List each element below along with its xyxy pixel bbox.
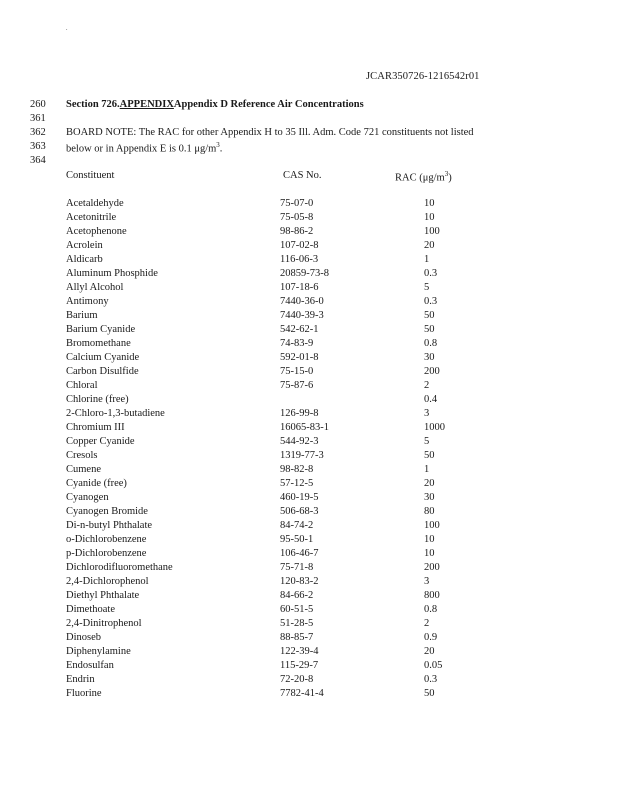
table-row: [0, 505, 619, 519]
line-number: 362: [30, 127, 46, 138]
rac-value-cell: 100: [424, 520, 440, 531]
table-row: [0, 435, 619, 449]
table-row: [0, 645, 619, 659]
constituent-cell: Carbon Disulfide: [66, 366, 139, 377]
cas-number-cell: 120-83-2: [280, 576, 319, 587]
cas-number-cell: 51-28-5: [280, 618, 314, 629]
table-row: [0, 421, 619, 435]
rac-value-cell: 50: [424, 688, 435, 699]
line-number: 364: [30, 155, 46, 166]
cas-number-cell: 95-50-1: [280, 534, 314, 545]
constituent-cell: Endosulfan: [66, 660, 114, 671]
cas-number-cell: 7782-41-4: [280, 688, 324, 699]
rac-value-cell: 5: [424, 436, 430, 447]
constituent-cell: Barium: [66, 310, 98, 321]
constituent-cell: Cyanide (free): [66, 478, 127, 489]
table-row: [0, 309, 619, 323]
constituent-cell: Copper Cyanide: [66, 436, 135, 447]
table-row: [0, 533, 619, 547]
constituent-cell: Bromomethane: [66, 338, 131, 349]
rac-value-cell: 1: [424, 464, 430, 475]
constituent-cell: Di-n-butyl Phthalate: [66, 520, 153, 531]
cas-number-cell: 115-29-7: [280, 660, 319, 671]
cas-number-cell: 116-06-3: [280, 254, 319, 265]
header-rac-superscript: 3: [444, 170, 449, 178]
cas-number-cell: 107-02-8: [280, 240, 319, 251]
cas-number-cell: 88-85-7: [280, 632, 314, 643]
table-row: [0, 225, 619, 239]
constituent-cell: Endrin: [66, 674, 95, 685]
rac-value-cell: 10: [424, 198, 435, 209]
table-row: [0, 407, 619, 421]
table-row: [0, 659, 619, 673]
table-row: [0, 267, 619, 281]
board-note-superscript: 3: [216, 141, 220, 149]
constituent-cell: Fluorine: [66, 688, 102, 699]
rac-value-cell: 800: [424, 590, 440, 601]
rac-value-cell: 0.8: [424, 338, 438, 349]
constituent-cell: Chlorine (free): [66, 394, 129, 405]
section-prefix: Section 726.: [66, 99, 120, 110]
table-row: [0, 491, 619, 505]
rac-value-cell: 10: [424, 548, 435, 559]
table-row: [0, 547, 619, 561]
cas-number-cell: 84-74-2: [280, 520, 314, 531]
rac-value-cell: 50: [424, 324, 435, 335]
cas-number-cell: 74-83-9: [280, 338, 314, 349]
cas-number-cell: 98-86-2: [280, 226, 314, 237]
cas-number-cell: 7440-36-0: [280, 296, 324, 307]
cas-number-cell: 75-87-6: [280, 380, 314, 391]
constituent-cell: Acrolein: [66, 240, 103, 251]
constituent-cell: Dinoseb: [66, 632, 101, 643]
board-note-end: .: [219, 143, 223, 155]
constituent-cell: Cumene: [66, 464, 101, 475]
table-row: [0, 463, 619, 477]
constituent-cell: Chloral: [66, 380, 98, 391]
line-number: 363: [30, 141, 46, 152]
cas-number-cell: 122-39-4: [280, 646, 319, 657]
rac-value-cell: 10: [424, 212, 435, 223]
rac-value-cell: 0.9: [424, 632, 438, 643]
board-note-text: below or in Appendix E is 0.1 μg/m: [66, 143, 217, 155]
rac-value-cell: 30: [424, 352, 435, 363]
constituent-cell: Diphenylamine: [66, 646, 131, 657]
rac-value-cell: 10: [424, 534, 435, 545]
table-row: [0, 631, 619, 645]
rac-value-cell: 200: [424, 366, 440, 377]
constituent-cell: Diethyl Phthalate: [66, 590, 140, 601]
constituent-cell: o-Dichlorobenzene: [66, 534, 147, 545]
header-rac-label: RAC (μg/m: [395, 172, 445, 184]
cas-number-cell: 1319-77-3: [280, 450, 324, 461]
cas-number-cell: 98-82-8: [280, 464, 314, 475]
rac-value-cell: 0.3: [424, 296, 438, 307]
rac-value-cell: 3: [424, 576, 430, 587]
table-row: [0, 365, 619, 379]
table-row: [0, 519, 619, 533]
section-heading: [66, 99, 364, 110]
constituent-cell: Dichlorodifluoromethane: [66, 562, 173, 573]
cas-number-cell: 107-18-6: [280, 282, 319, 293]
cas-number-cell: 84-66-2: [280, 590, 314, 601]
rac-value-cell: 80: [424, 506, 435, 517]
board-note-line-1: BOARD NOTE: The RAC for other Appendix H to 35 Ill. Adm. Code 721 constituents not listed: [66, 127, 474, 138]
cas-number-cell: 544-92-3: [280, 436, 319, 447]
constituent-cell: Antimony: [66, 296, 109, 307]
rac-value-cell: 20: [424, 646, 435, 657]
header-rac: [395, 170, 452, 184]
cas-number-cell: 542-62-1: [280, 324, 319, 335]
cas-number-cell: 7440-39-3: [280, 310, 324, 321]
rac-value-cell: 3: [424, 408, 430, 419]
cas-number-cell: 460-19-5: [280, 492, 319, 503]
cas-number-cell: 592-01-8: [280, 352, 319, 363]
table-row: [0, 197, 619, 211]
cas-number-cell: 75-07-0: [280, 198, 314, 209]
rac-value-cell: 20: [424, 478, 435, 489]
board-note-line-2: [66, 141, 222, 155]
cas-number-cell: 60-51-5: [280, 604, 314, 615]
table-row: [0, 393, 619, 407]
table-row: [0, 477, 619, 491]
table-row: [0, 589, 619, 603]
constituent-cell: Acetophenone: [66, 226, 127, 237]
rac-value-cell: 1: [424, 254, 430, 265]
rac-value-cell: 20: [424, 240, 435, 251]
constituent-cell: Allyl Alcohol: [66, 282, 124, 293]
table-row: [0, 253, 619, 267]
cas-number-cell: 57-12-5: [280, 478, 314, 489]
line-number: 260: [30, 99, 46, 110]
cas-number-cell: 126-99-8: [280, 408, 319, 419]
rac-value-cell: 0.05: [424, 660, 443, 671]
table-row: [0, 617, 619, 631]
header-rac-end: ): [448, 172, 452, 184]
table-row: [0, 351, 619, 365]
rac-value-cell: 0.3: [424, 674, 438, 685]
line-number: 361: [30, 113, 46, 124]
rac-value-cell: 2: [424, 618, 430, 629]
cas-number-cell: 75-71-8: [280, 562, 314, 573]
table-row: [0, 379, 619, 393]
rac-value-cell: 0.8: [424, 604, 438, 615]
table-row: [0, 575, 619, 589]
cas-number-cell: 75-05-8: [280, 212, 314, 223]
section-struck-label: APPENDIX: [119, 99, 174, 110]
constituent-cell: Cyanogen: [66, 492, 109, 503]
constituent-cell: Barium Cyanide: [66, 324, 136, 335]
header-constituent: Constituent: [66, 170, 115, 181]
constituent-cell: p-Dichlorobenzene: [66, 548, 147, 559]
constituent-cell: Aldicarb: [66, 254, 103, 265]
rac-value-cell: 50: [424, 450, 435, 461]
constituent-cell: Acetonitrile: [66, 212, 117, 223]
rac-value-cell: 100: [424, 226, 440, 237]
constituent-cell: Acetaldehyde: [66, 198, 124, 209]
header-cas-no: CAS No.: [283, 170, 322, 181]
rac-value-cell: 0.3: [424, 268, 438, 279]
cas-number-cell: 16065-83-1: [280, 422, 329, 433]
rac-value-cell: 5: [424, 282, 430, 293]
cas-number-cell: 75-15-0: [280, 366, 314, 377]
constituent-cell: Calcium Cyanide: [66, 352, 140, 363]
table-row: [0, 239, 619, 253]
cas-number-cell: 106-46-7: [280, 548, 319, 559]
constituent-cell: 2-Chloro-1,3-butadiene: [66, 408, 165, 419]
constituent-cell: 2,4-Dichlorophenol: [66, 576, 149, 587]
constituent-cell: Chromium III: [66, 422, 125, 433]
page-dot-mark: .: [66, 26, 68, 32]
table-row: [0, 337, 619, 351]
section-title: Appendix D Reference Air Concentrations: [173, 99, 364, 110]
table-row: [0, 561, 619, 575]
constituent-cell: Aluminum Phosphide: [66, 268, 158, 279]
table-row: [0, 211, 619, 225]
table-row: [0, 603, 619, 617]
constituent-table: [0, 197, 619, 701]
table-row: [0, 687, 619, 701]
cas-number-cell: 20859-73-8: [280, 268, 329, 279]
rac-value-cell: 200: [424, 562, 440, 573]
table-row: [0, 295, 619, 309]
cas-number-cell: 506-68-3: [280, 506, 319, 517]
table-row: [0, 281, 619, 295]
constituent-cell: Cyanogen Bromide: [66, 506, 148, 517]
rac-value-cell: 50: [424, 310, 435, 321]
rac-value-cell: 30: [424, 492, 435, 503]
rac-value-cell: 2: [424, 380, 430, 391]
rac-value-cell: 1000: [424, 422, 445, 433]
table-row: [0, 673, 619, 687]
constituent-cell: Dimethoate: [66, 604, 115, 615]
document-id: JCAR350726-1216542r01: [366, 71, 480, 82]
table-row: [0, 323, 619, 337]
table-row: [0, 449, 619, 463]
constituent-cell: Cresols: [66, 450, 98, 461]
cas-number-cell: 72-20-8: [280, 674, 314, 685]
constituent-cell: 2,4-Dinitrophenol: [66, 618, 142, 629]
rac-value-cell: 0.4: [424, 394, 438, 405]
